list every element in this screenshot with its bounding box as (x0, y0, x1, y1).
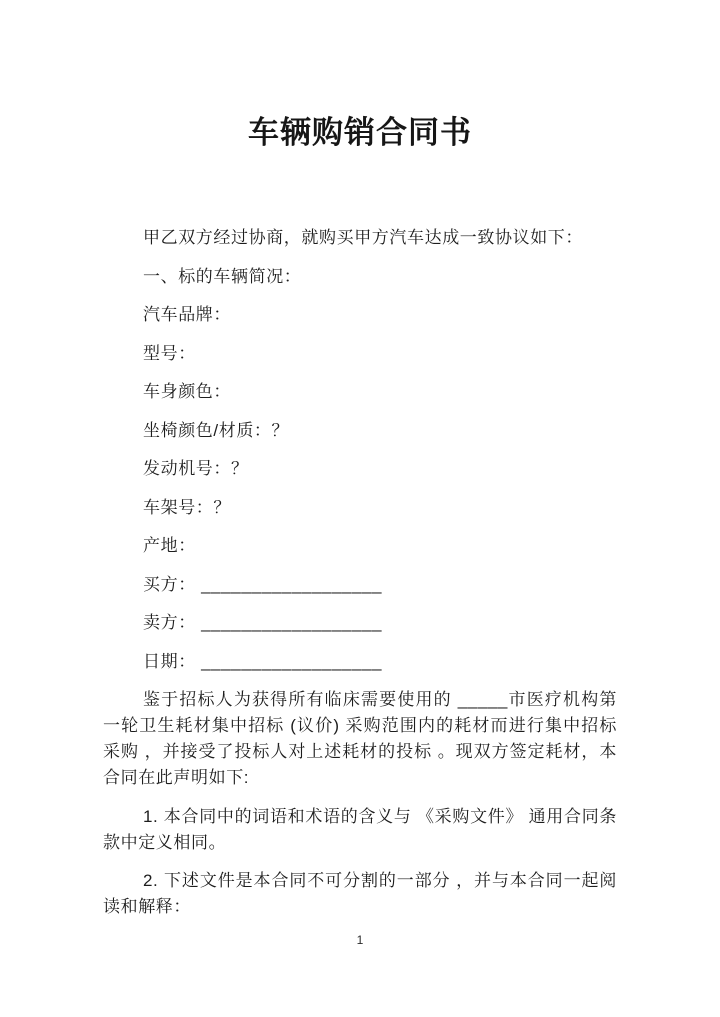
field-seat-color-material: 坐椅颜色/材质：？ (143, 420, 290, 440)
page-number: 1 (356, 933, 364, 947)
paragraph-clause-1: 1. 本合同中的词语和术语的含义与 《采购文件》 通用合同条款中定义相同。 (103, 806, 617, 852)
field-model: 型号： (143, 343, 196, 363)
paragraph-whereas-clause: 鉴于招标人为获得所有临床需要使用的 _____市医疗机构第一轮卫生耗材集中招标 (议价) 采购范围内的耗材而进行集中招标采购 ，并接受了投标人对上述耗材的投标 。现双方签定耗材，本合同在此声明如下: (103, 690, 617, 787)
field-seller-blank: 卖方： __________________ (143, 613, 383, 632)
field-frame-number: 车架号：？ (143, 497, 231, 517)
page-title: 车辆购销合同书 (248, 115, 472, 150)
field-car-brand: 汽车品牌： (143, 305, 231, 324)
field-body-color: 车身颜色： (143, 382, 231, 401)
field-buyer-blank: 买方： __________________ (143, 574, 383, 594)
paragraph-clause-2: 2. 下述文件是本合同不可分割的一部分 ，并与本合同一起阅读和解释： (103, 871, 617, 916)
paragraph-list (103, 225, 617, 920)
paragraph-section-heading: 一、标的车辆简况： (143, 266, 302, 286)
field-date-blank: 日期： __________________ (143, 651, 383, 671)
field-engine-number: 发动机号：？ (143, 459, 249, 478)
paragraph-intro: 甲乙双方经过协商，就购买甲方汽车达成一致协议如下： (143, 228, 583, 247)
document-content (103, 0, 617, 933)
field-origin: 产地： (143, 536, 196, 555)
